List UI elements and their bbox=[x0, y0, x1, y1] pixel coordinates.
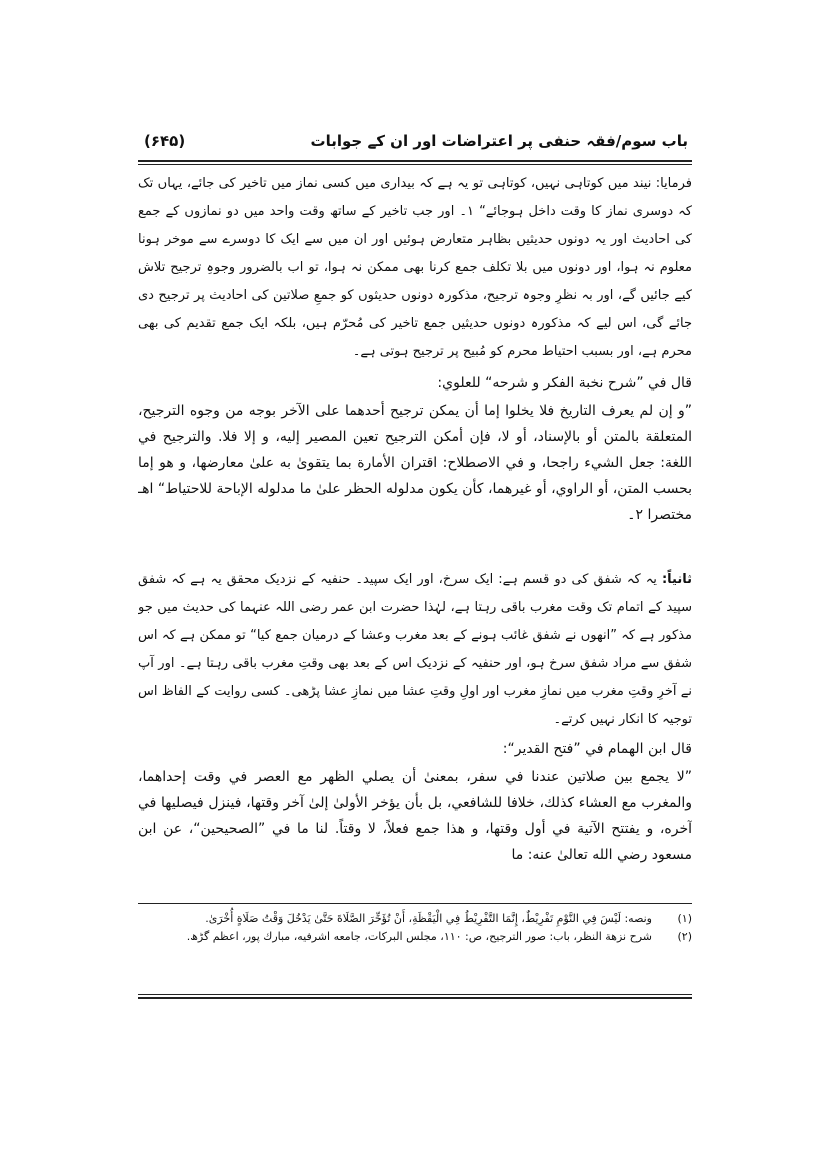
quote-1: ”و إن لم يعرف التاريخ فلا يخلوا إما أن يمكن ترجيح أحدهما على الآخر بوجه من وجوه الترجيح، المتعلقة بالمتن أو بالإسناد، أو لا، فإن أمكن الترجيح تعين المصير إليه، و إلا فلا. والترجيح في اللغة: جعل الشيء راجحا، و في الاصطلاح: اقتران الأمارة بما يتقوىٰ به علىٰ معارضها، و هو إما بحسب المتن، أو الراوي، أو غيرهما، كأن يكون مدلوله الحظر علىٰ ما مدلوله الإباحة للاحتياط“ اهـ مختصرا ۲۔ bbox=[138, 403, 692, 523]
paragraph-1: فرمایا: نیند میں کوتاہی نہیں، کوتاہی تو یہ ہے کہ بیداری میں کسی نماز میں تاخیر کی جائے، یہاں تک کہ دوسری نماز کا وقت داخل ہوجائے“ ۱۔ اور جب تاخیر کے ساتھ وقت واحد میں دو نمازوں کے جمع کی احادیث اور یہ دونوں حدیثیں بظاہر متعارض ہوئیں اور ان میں سے ایک کا دوسرے سے موخر ہونا معلوم نہ ہوا، اور دونوں میں بلا تکلف جمع کرنا بھی ممکن نہ ہوا، تو اب بالضرور وجوہِ ترجیح تلاش کیے جائیں گے، اور بہ نظرِ وجوہ ترجیح، مذکورہ دونوں حدیثوں کو جمعِ صلاتین کی احادیث پر ترجیح دی جائے گی، اس لیے کہ مذکورہ دونوں حدیثیں جمع تاخیر کی مُحرّم ہیں، بلکہ ایک جمع تقدیم کی بھی محرم ہے، اور بسبب احتیاط محرم کو مُبیح پر ترجیح ہوتی ہے۔ bbox=[138, 176, 692, 359]
quote-2: ”لا يجمع بين صلاتين عندنا في سفر، بمعنىٰ أن يصلي الظهر مع العصر في وقت إحداهما، والمغرب مع العشاء كذلك، خلافا للشافعي، بل بأن يؤخر الأولىٰ إلىٰ آخر وقتها، فينزل فيصليها في آخره، و يفتتح الآتية في أول وقتها، و هذا جمع فعلاً، لا وقتاً. لنا ما في ”الصحيحين“، عن ابن مسعود رضي الله تعالىٰ عنه: ما bbox=[138, 769, 692, 863]
footnote-2: (۲) شرح نزهة النظر، باب: صور الترجيح، ص: ۱۱۰، مجلس البركات، جامعه اشرفيه، مبارك پور، اعظم گڑھ. bbox=[186, 930, 692, 943]
running-header bbox=[138, 128, 692, 158]
footnotes bbox=[138, 910, 692, 946]
header-rule-thin bbox=[138, 164, 692, 165]
page-number: (۶۴۵) bbox=[144, 132, 186, 150]
paragraph-2: ثانیاً: یہ کہ شفق کی دو قسم ہے: ایک سرخ، اور ایک سپید۔ حنفیہ کے نزدیک محقق یہ ہے کہ شفق سپید کے اتمام تک وقت مغرب باقی رہتا ہے، لہٰذا حضرت ابن عمر رضی اللہ عنہما کی حدیث میں جو مذکور ہے کہ ”انھوں نے شفق غائب ہونے کے بعد مغرب وعشا کے درمیان جمع کیا“ تو ممکن ہے کہ اس شفق سے مراد شفق سرخ ہو، اور حنفیہ کے نزدیک اس کے بعد بھی وقتِ مغرب باقی رہتا ہے۔ اور آپ نے آخرِ وقتِ مغرب میں نمازِ مغرب اور اولِ وقتِ عشا میں نمازِ عشا پڑھی۔ کسی روایت کے الفاظ اس توجیہ کا انکار نہیں کرتے۔ bbox=[138, 572, 692, 727]
chapter-title: باب سوم/فقہ حنفی پر اعتراضات اور ان کے جوابات bbox=[310, 132, 688, 150]
header-rule-thick bbox=[138, 160, 692, 162]
footer-rule-thick bbox=[138, 997, 692, 999]
footnote-1: (۱) ونصه: لَيْسَ فِي النَّوْمِ تَفْرِيْطٌ، إِنَّمَا التَّفْرِيْطُ فِي الْيَقْظَةِ، أَنْ تُؤَخِّرَ الصَّلَاةَ حَتَّىٰ يَدْخُلَ وَقْتُ صَلَاةٍ أُخْرَىٰ. bbox=[205, 912, 692, 925]
footer-rule-thin bbox=[138, 994, 692, 995]
footnote-rule bbox=[138, 903, 692, 904]
paragraph-2-lead: ثانیاً: bbox=[661, 572, 692, 587]
quote-1-intro: قال في ”شرح نخبة الفكر و شرحه“ للعلوي: bbox=[437, 375, 692, 391]
quote-2-intro: قال ابن الهمام في ”فتح القدير“: bbox=[502, 741, 692, 757]
document-page bbox=[138, 128, 692, 1058]
